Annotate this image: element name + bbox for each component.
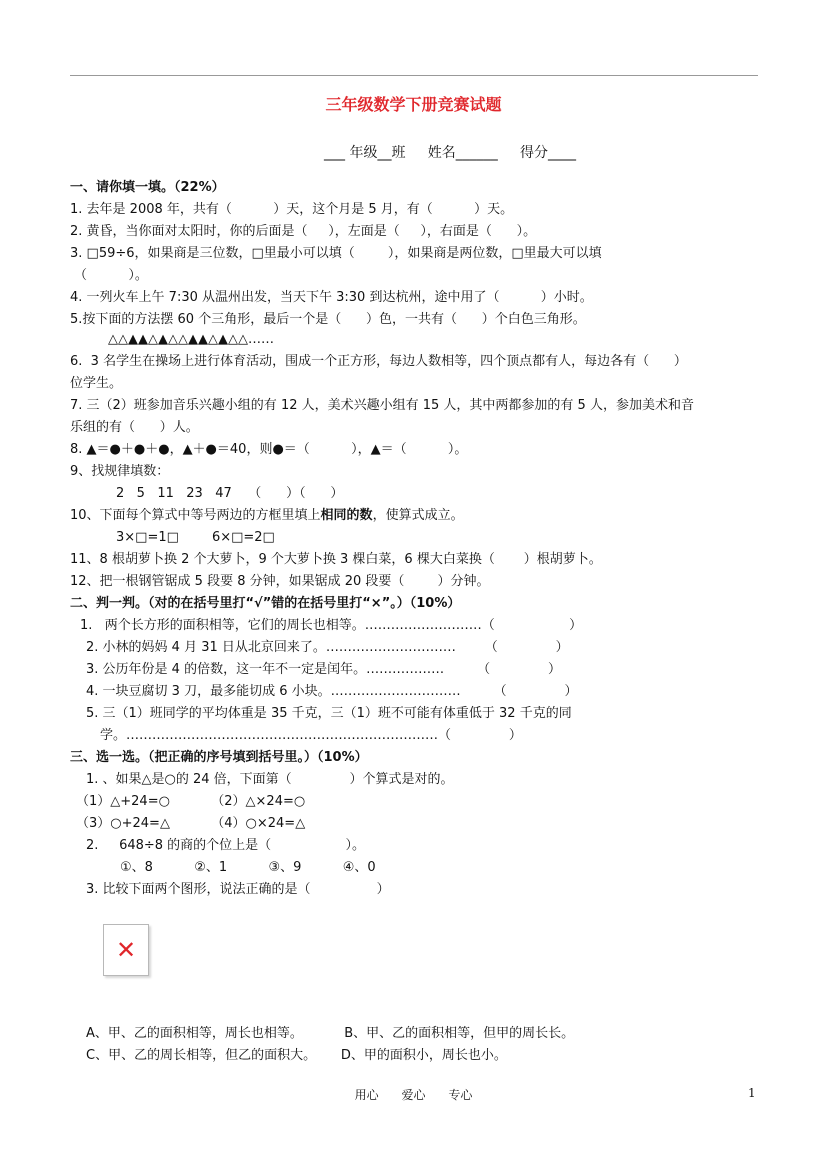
q3-3-options-cd: C、甲、乙的周长相等，但乙的面积大。 D、甲的面积小，周长也小。 xyxy=(86,1048,507,1063)
q1-6-cont: 位学生。 xyxy=(70,376,123,391)
section2-heading: 二、判一判。（对的在括号里打“√”错的在括号里打“×”。）（10%） xyxy=(70,596,461,611)
broken-image-placeholder xyxy=(103,924,149,976)
page-title: 三年级数学下册竞赛试题 xyxy=(325,95,502,114)
q3-1-options-b: （3）○+24=△ （4）○×24=△ xyxy=(76,816,306,831)
q3-3: 3. 比较下面两个图形，说法正确的是（ ） xyxy=(86,882,390,897)
number-sequence: 2 5 11 23 47 （ ）（ ） xyxy=(116,486,344,501)
q1-11: 11、8 根胡萝卜换 2 个大萝卜，9 个大萝卜换 3 棵白菜，6 棵大白菜换（ ）根胡萝卜。 xyxy=(70,552,602,567)
q1-7-cont: 乐组的有（ ）人。 xyxy=(70,420,199,435)
header-rule xyxy=(70,75,758,76)
q1-4: 4. 一列火车上午 7:30 从温州出发，当天下午 3:30 到达杭州，途中用了（ ）小时。 xyxy=(70,290,593,305)
q1-10-equations: 3×□=1□ 6×□=2□ xyxy=(116,530,275,545)
section3-heading: 三、选一选。（把正确的序号填到括号里。）（10%） xyxy=(70,750,368,765)
q1-2: 2. 黄昏，当你面对太阳时，你的后面是（ ），左面是（ ），右面是（ ）。 xyxy=(70,224,537,239)
q1-8: 8. ▲＝●＋●＋●，▲＋●＝40，则●＝（ ），▲＝（ ）。 xyxy=(70,442,468,457)
q1-9: 9、找规律填数： xyxy=(70,464,170,479)
q1-6: 6. 3 名学生在操场上进行体育活动，围成一个正方形，每边人数相等，四个顶点都有人，每边各有（ ） xyxy=(70,354,687,369)
page-number: 1 xyxy=(748,1086,756,1100)
student-info-line: ___ 年级__班 姓名______ 得分____ xyxy=(324,145,576,161)
footer-text: 用心 爱心 专心 xyxy=(354,1088,473,1102)
q1-12: 12、把一根钢管锯成 5 段要 8 分钟，如果锯成 20 段要（ ）分钟。 xyxy=(70,574,490,589)
q1-5: 5.按下面的方法摆 60 个三角形，最后一个是（ ）色，一共有（ ）个白色三角形。 xyxy=(70,312,586,327)
q3-1: 1. 、如果△是○的 24 倍，下面第（ ）个算式是对的。 xyxy=(86,772,454,787)
q2-2: 2. 小林的妈妈 4 月 31 日从北京回来了。………………………… （ ） xyxy=(86,640,569,655)
q3-3-options-ab: A、甲、乙的面积相等，周长也相等。 B、甲、乙的面积相等，但甲的周长长。 xyxy=(86,1026,575,1041)
broken-image-icon: ✕ xyxy=(115,936,137,964)
triangle-pattern: △△▲▲△▲△△▲▲△▲△△…… xyxy=(108,332,274,347)
q1-10-bold: 相同的数 xyxy=(320,508,373,523)
q1-7: 7. 三（2）班参加音乐兴趣小组的有 12 人，美术兴趣小组有 15 人，其中两都参加的有 5 人，参加美术和音 xyxy=(70,398,694,413)
q1-10 xyxy=(70,508,464,524)
q2-1: 1. 两个长方形的面积相等，它们的周长也相等。………………………（ ） xyxy=(80,618,583,633)
q3-1-options-a: （1）△+24=○ （2）△×24=○ xyxy=(76,794,306,809)
q2-5: 5. 三（1）班同学的平均体重是 35 千克，三（1）班不可能有体重低于 32 千克的同 xyxy=(86,706,572,721)
section1-heading: 一、请你填一填。（22%） xyxy=(70,180,225,195)
q2-5-cont: 学。………………………………………………………………（ ） xyxy=(100,728,522,743)
q1-1: 1. 去年是 2008 年，共有（ ）天，这个月是 5 月，有（ ）天。 xyxy=(70,202,514,217)
q3-2: 2. 648÷8 的商的个位上是（ ）。 xyxy=(86,838,366,853)
q1-10-lead: 10、下面每个算式中等号两边的方框里填上 xyxy=(70,508,321,523)
q1-10-tail: ，使算式成立。 xyxy=(372,508,464,523)
q2-3: 3. 公历年份是 4 的倍数，这一年不一定是闰年。……………… （ ） xyxy=(86,662,561,677)
q2-4: 4. 一块豆腐切 3 刀，最多能切成 6 小块。………………………… （ ） xyxy=(86,684,578,699)
q1-3-cont: （ ）。 xyxy=(74,268,148,283)
q1-3: 3. □59÷6，如果商是三位数，□里最小可以填（ ），如果商是两位数，□里最大可以填 xyxy=(70,246,602,261)
q3-2-options: ①、8 ②、1 ③、9 ④、0 xyxy=(120,860,376,875)
